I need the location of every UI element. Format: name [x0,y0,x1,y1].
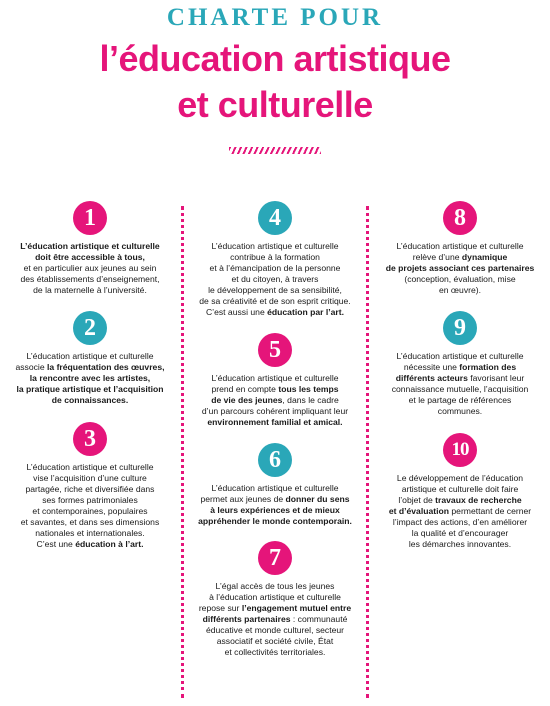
charter-kicker: CHARTE POUR [166,4,384,31]
bold-text-segment: différents acteurs [395,373,468,383]
text-segment: les démarches innovantes. [408,539,512,549]
text-segment: l’impact des actions, d’en améliorer [392,517,528,527]
text-segment: relève d’une [412,252,462,262]
text-segment: et contemporaines, populaires [32,506,148,516]
item-text [189,483,361,527]
item-text [374,351,546,417]
text-segment: à l’éducation artistique et culturelle [209,592,341,602]
text-segment: Le développement de l’éducation [396,473,524,483]
charter-item-7 [189,541,361,658]
text-segment: L’égal accès de tous les jeunes [215,581,335,591]
item-text [4,351,176,406]
text-segment: permet aux jeunes de [200,494,286,504]
item-text [374,473,546,550]
item-text [374,241,546,296]
number-badge: 7 [258,541,292,575]
text-segment: éducative et monde culturel, secteur [205,625,345,635]
bold-text-segment: environnement familial et amical. [207,417,343,427]
text-segment: et à l’émancipation de la personne [209,263,341,273]
item-text [4,241,176,296]
text-segment: de la maternelle à l’université. [33,285,147,295]
text-segment: ses formes patrimoniales [42,495,138,505]
dotted-column-divider-right [366,206,369,698]
bold-text-segment: de vie des jeunes [211,395,283,405]
text-segment: L’éducation artistique et culturelle [211,373,339,383]
bold-text-segment: éducation à l’art. [75,539,144,549]
text-segment: C’est une [36,539,76,549]
number-badge: 1 [73,201,107,235]
number-badge: 9 [443,311,477,345]
text-segment: nationales et internationales. [35,528,145,538]
item-text [189,581,361,658]
bold-text-segment: éducation par l’art. [267,307,345,317]
bold-text-segment: et d’évaluation [388,506,449,516]
text-segment: des établissements d’enseignement, [20,274,160,284]
number-badge: 10 [443,433,477,467]
bold-text-segment: appréhender le monde contemporain. [198,516,352,526]
text-segment: artistique et culturelle doit faire [401,484,519,494]
text-segment: associatif et société civile, État [216,636,334,646]
text-segment: L’éducation artistique et culturelle [211,483,339,493]
text-segment: de sa créativité et de son esprit critique. [199,296,351,306]
text-segment: prend en compte [211,384,279,394]
text-segment: et le partage de références [408,395,512,405]
bold-text-segment: la rencontre avec les artistes, [29,373,151,383]
bold-text-segment: donner du sens [285,494,350,504]
text-segment: C’est aussi une [205,307,268,317]
text-segment: vise l’acquisition d’une culture [33,473,147,483]
text-segment: le développement de sa sensibilité, [208,285,342,295]
charter-item-1 [4,201,176,296]
text-segment: nécessite une [403,362,460,372]
text-segment: en œuvre). [438,285,482,295]
charter-item-3 [4,422,176,550]
item-text [4,462,176,550]
number-badge: 6 [258,443,292,477]
item-text [189,373,361,428]
text-segment: permettant de cerner [449,506,532,516]
text-segment: connaissance mutuelle, l’acquisition [391,384,529,394]
bold-text-segment: dynamique [461,252,508,262]
number-badge: 4 [258,201,292,235]
text-segment: partagée, riche et diversifiée dans [25,484,155,494]
dotted-column-divider-left [181,206,184,698]
bold-text-segment: de connaissances. [51,395,129,405]
charter-item-8 [374,201,546,296]
bold-text-segment: formation des [459,362,517,372]
text-segment: , dans le cadre [282,395,339,405]
charter-item-10 [374,433,546,550]
charter-item-4 [189,201,361,318]
bold-text-segment: l’engagement mutuel entre [241,603,352,613]
text-segment: et du citoyen, à travers [231,274,319,284]
bold-text-segment: de projets associant ces partenaires [385,263,535,273]
charter-item-5 [189,333,361,428]
item-text [189,241,361,318]
charter-item-6 [189,443,361,527]
charter-title-line-2: et culturelle [177,84,373,125]
bold-text-segment: différents partenaires [202,614,291,624]
charter-item-9 [374,311,546,417]
text-segment: et savantes, et dans ses dimensions [20,517,160,527]
bold-text-segment: tous les temps [278,384,339,394]
number-badge: 8 [443,201,477,235]
text-segment: L’éducation artistique et culturelle [396,241,524,251]
bold-text-segment: doit être accessible à tous, [35,252,145,262]
charter-item-2 [4,311,176,406]
text-segment: (conception, évaluation, mise [404,274,516,284]
text-segment: associe [15,362,48,372]
number-badge: 2 [73,311,107,345]
text-segment: L’éducation artistique et culturelle [26,462,154,472]
text-segment: l’objet de [398,495,436,505]
text-segment: favorisant leur [467,373,525,383]
decorative-hatch-divider [229,147,321,154]
bold-text-segment: la fréquentation des œuvres, [47,362,165,372]
text-segment: L’éducation artistique et culturelle [211,241,339,251]
bold-text-segment: à leurs expériences et de mieux [210,505,340,515]
text-segment: d’un parcours cohérent impliquant leur [201,406,349,416]
text-segment: repose sur [198,603,242,613]
text-segment: communes. [437,406,483,416]
text-segment: la qualité et d’encourager [411,528,509,538]
text-segment: et en particulier aux jeunes au sein [23,263,157,273]
text-segment: : communauté [290,614,348,624]
charter-title-line-1: l’éducation artistique [99,38,451,79]
bold-text-segment: la pratique artistique et l’acquisition [16,384,164,394]
number-badge: 5 [258,333,292,367]
text-segment: contribue à la formation [230,252,320,262]
text-segment: L’éducation artistique et culturelle [396,351,524,361]
bold-text-segment: L’éducation artistique et culturelle [20,241,160,251]
bold-text-segment: travaux de recherche [435,495,522,505]
text-segment: L’éducation artistique et culturelle [26,351,154,361]
number-badge: 3 [73,422,107,456]
text-segment: et collectivités territoriales. [224,647,326,657]
